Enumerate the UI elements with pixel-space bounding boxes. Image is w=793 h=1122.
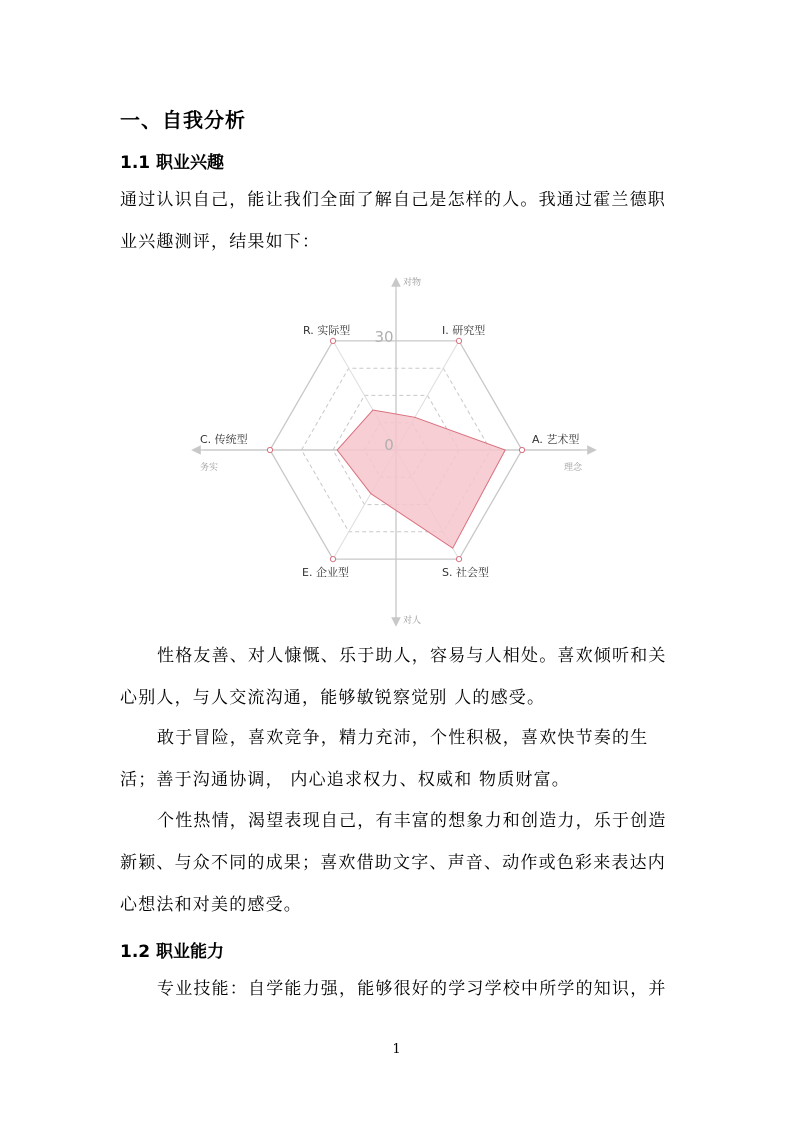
axis-label-investigative: I. 研究型	[442, 324, 486, 337]
tick-label-max: 30	[374, 328, 394, 346]
radar-data-area	[337, 410, 505, 548]
quadrant-label-left: 务实	[200, 463, 219, 473]
vertex-dot-4	[267, 447, 272, 452]
tick-label-zero: 0	[384, 436, 394, 454]
quadrant-label-top: 对物	[403, 278, 422, 288]
axis-label-social: S. 社会型	[442, 566, 489, 579]
axis-label-conventional: C. 传统型	[200, 433, 248, 446]
ability-paragraph: 专业技能：自学能力强，能够很好的学习学校中所学的知识，并	[157, 979, 667, 999]
interest-paragraph-1: 性格友善、对人慷慨、乐于助人，容易与人相处。喜欢倾听和关心别人，与人交流沟通，能够敏锐察觉别 人的感受。	[120, 646, 667, 708]
vertex-dot-1	[519, 447, 524, 452]
interest-paragraph-2: 敢于冒险，喜欢竞争，精力充沛，个性积极，喜欢快节奏的生活；善于沟通协调， 内心追求权力、权威和 物质财富。	[120, 728, 649, 790]
vertex-dot-2	[456, 557, 461, 562]
vertex-dot-0	[456, 338, 461, 343]
page-number: 1	[392, 1042, 401, 1057]
subsection-title-interest: 1.1 职业兴趣	[120, 153, 225, 173]
holland-radar-chart	[190, 270, 600, 632]
quadrant-label-bottom: 对人	[403, 616, 422, 626]
axis-label-realistic: R. 实际型	[303, 324, 351, 337]
vertex-dot-5	[330, 338, 335, 343]
axis-label-artistic: A. 艺术型	[532, 433, 580, 446]
subsection-title-ability: 1.2 职业能力	[120, 942, 225, 962]
interest-paragraph-3: 个性热情，渴望表现自己，有丰富的想象力和创造力，乐于创造新颖、与众不同的成果；喜欢借助文字、声音、动作或色彩来表达内心想法和对美的感受。	[120, 811, 667, 915]
intro-paragraph: 通过认识自己，能让我们全面了解自己是怎样的人。我通过霍兰德职业兴趣测评，结果如下：	[120, 190, 666, 252]
vertex-dot-3	[330, 557, 335, 562]
axis-label-enterprising: E. 企业型	[302, 566, 349, 579]
section-title: 一、自我分析	[120, 108, 246, 132]
quadrant-label-right: 理念	[564, 463, 583, 473]
